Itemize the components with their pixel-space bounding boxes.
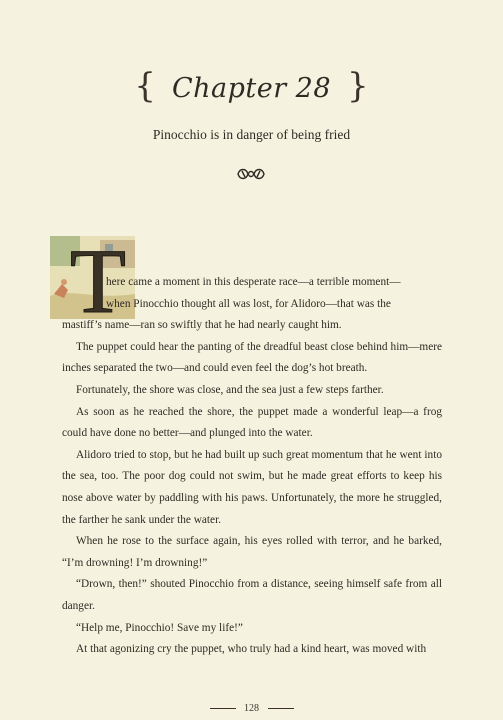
page-footer: [0, 703, 503, 714]
chapter-heading: [0, 68, 503, 118]
paragraph: “Help me, Pinocchio! Save my life!”: [76, 621, 243, 634]
chapter-title: Chapter 28: [171, 72, 332, 104]
opening-line-1: here came a moment in this desperate race—a terrible moment—: [106, 276, 401, 288]
ornament-icon: [236, 166, 266, 182]
chapter-body: [62, 272, 442, 661]
paragraph: The puppet could hear the panting of the dreadful beast close behind him—mere inches separated the two—and could even feel the dog’s hot breath.: [62, 340, 442, 375]
paragraph: Fortunately, the shore was close, and the sea just a few steps farther.: [76, 383, 384, 396]
paragraph: When he rose to the surface again, his eyes rolled with terror, and he barked, “I’m drowning! I’m drowning!”: [62, 535, 442, 569]
opening-line-3: mastiff’s name—ran so swiftly that he had nearly caught him.: [62, 319, 342, 332]
paragraph: At that agonizing cry the puppet, who truly had a kind heart, was moved with: [76, 643, 427, 656]
paragraph: “Drown, then!” shouted Pinocchio from a distance, seeing himself safe from all danger.: [62, 578, 442, 612]
right-brace: }: [347, 66, 369, 106]
left-brace: {: [134, 66, 156, 106]
paragraph: As soon as he reached the shore, the puppet made a wonderful leap—a frog could have done no better—and plunged into the water.: [62, 405, 442, 440]
opening-line-2: when Pinocchio thought all was lost, for Alidoro—that was the: [106, 297, 391, 310]
paragraph: Alidoro tried to stop, but he had built up such great momentum that he went into the sea, too. The poor dog could not swim, but he made great efforts to keep his nose above water by paddling with his paws. Unfortunately, the more he struggled, the farther he sank under the water.: [62, 448, 442, 526]
chapter-subtitle: Pinocchio is in danger of being fried: [152, 127, 351, 142]
footer-rule-right: [268, 708, 294, 709]
page-number: 128: [244, 703, 259, 714]
footer-rule-left: [210, 708, 236, 709]
dropcap-letter: T: [69, 236, 127, 319]
